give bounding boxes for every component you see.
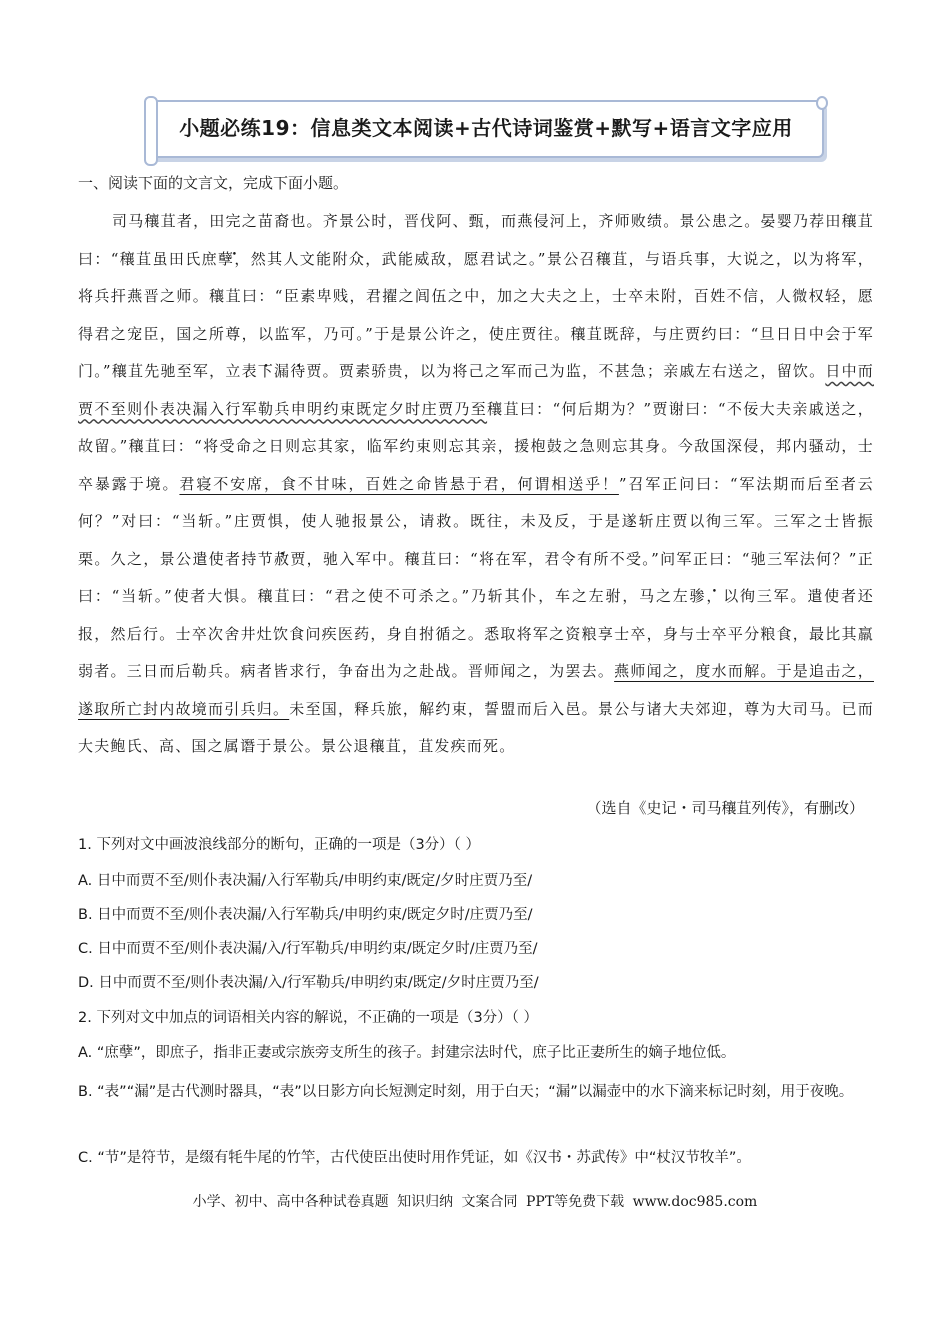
dotted-term-jie: • 节 xyxy=(258,550,274,568)
page-title: 小题必练19：信息类文本阅读+古代诗词鉴赏+默写+语言文字应用 xyxy=(179,116,793,140)
question-2-option-b: B. “表”“漏”是古代测时器具，“表”以日影方向长短测定时刻，用于白天；“漏”以漏壶中的水下滴来标记时刻，用于夜晚。 xyxy=(78,1084,854,1100)
passage-text: 待贾。贾素骄贵，以为将己之军而己为监，不甚急；亲戚左右送之，留饮。 xyxy=(290,362,826,380)
question-1-option-c: C. 日中而贾不至/则仆表决漏/入/行军勒兵/申明约束/既定夕时/庄贾乃至/ xyxy=(78,941,538,957)
passage-text: 未至国，释兵旅，解约束，誓盟而后入邑。景公与诸大夫郊迎，尊为大司马。已而大夫鲍氏、高、国之属谮于景公。景公退穰苴，苴发疾而死。 xyxy=(78,699,874,755)
passage-text: ”召军正问曰：“军法期而后至者云何？”对曰：“当斩。”庄贾惧，使人驰报景公，请救。既往，未及反，于是遂斩庄贾以徇三军。三军之士皆振栗。久之，景公遣使者持 xyxy=(78,474,874,568)
underlined-sentence-2: 燕师闻之，度水而解。于是追击之，遂取所亡封内故境而引兵归。 xyxy=(78,662,874,718)
question-1-option-b: B. 日中而贾不至/则仆表决漏/入行军勒兵/申明约束/既定夕时/庄贾乃至/ xyxy=(78,907,533,923)
passage-text: 司马穰苴者，田完之苗裔也。齐景公时，晋伐阿、甄，而燕侵河上，齐师败绩。景公患之。晏婴乃荐田穰苴曰：“穰苴虽田氏 xyxy=(78,212,874,268)
question-2-option-a: A. “庶孽”，即庶子，指非正妻或宗族旁支所生的孩子。封建宗法时代，庶子比正妻所生的嫡子地位低。 xyxy=(78,1045,736,1061)
passage-text: 穰苴曰：“何后期为？”贾谢曰：“不佞大夫亲戚送之，故留。”穰苴曰：“将受命之日则忘其家，临军约束则忘其亲，援枹鼓之急则忘其身。今敌国深侵，邦内骚动，士卒暴露于境。 xyxy=(78,399,874,493)
page-footer: 小学、初中、高中各种试卷真题 知识归纳 文案合同 PPT等免费下载 www.doc985.com xyxy=(192,1194,758,1210)
question-1-option-d: D. 日中而贾不至/则仆表决漏/入/行军勒兵/申明约束/既定/夕时庄贾乃至/ xyxy=(78,975,539,991)
passage-source: （选自《史记・司马穰苴列传》，有删改） xyxy=(586,799,864,817)
scroll-curl-right xyxy=(816,96,828,110)
question-2-stem: 2. 下列对文中加点的词语相关内容的解说，不正确的一项是（3分）（ ） xyxy=(78,1010,539,1026)
question-2-option-c: C. “节”是符节，是缀有牦牛尾的竹竿，古代使臣出使时用作凭证，如《汉书・苏武传》中“杖汉节牧羊”。 xyxy=(78,1150,751,1166)
passage-text: 下 xyxy=(257,362,274,380)
question-1-stem: 1. 下列对文中画波浪线部分的断句，正确的一项是（3分）（ ） xyxy=(78,837,481,853)
dotted-term-lou: • 漏 xyxy=(274,362,290,380)
title-banner xyxy=(148,100,824,158)
classical-passage xyxy=(78,203,874,766)
section-heading: 一、阅读下面的文言文，完成下面小题。 xyxy=(78,174,349,192)
underlined-sentence-1: 君寝不安席，食不甘味，百姓之命皆悬于君，何谓相送乎！ xyxy=(179,474,619,493)
passage-text: 赦贾，驰入军中。穰苴曰：“将在军，君令有所不受。”问军正曰：“驰三军法何？”正曰：“当斩。”使者大惧。穰苴曰：“君之使不可杀之。”乃斩其仆，车之左驸，马之左 xyxy=(78,549,875,605)
passage-text: ，然其人文能附众，武能威敌，愿君试之。”景公召穰苴，与语兵事，大说之，以为将军，将兵扞燕晋之师。穰苴曰：“臣素卑贱，君擢之闾伍之中，加之大夫之上，士卒未附，百姓不信，人微权轻，愿得君之宠臣，国之所尊，以监军，乃可。”于是景公许之，使庄贾往。穰苴既辞，与庄贾约曰：“旦日日中会于军门。”穰苴先驰至军，立 xyxy=(78,249,874,380)
question-1-option-a: A. 日中而贾不至/则仆表决漏/入行军勒兵/申明约束/既定/夕时庄贾乃至/ xyxy=(78,873,533,889)
passage-paragraph xyxy=(78,203,874,766)
wavy-underlined-sentence: 日中而贾不至则仆表决漏入行军勒兵申明约束既定夕时庄贾乃至 xyxy=(78,362,874,418)
dotted-term-shunie: • 庶孽 xyxy=(202,250,235,268)
dotted-term-biao: • 表 xyxy=(242,362,258,380)
dotted-term-can: • 骖 xyxy=(690,587,707,605)
passage-text: ，以徇三军。遣使者还报，然后行。士卒次舍井灶饮食问疾医药，身自拊循之。悉取将军之资粮享士卒，身与士卒平分粮食，最比其羸弱者。三日而后勒兵。病者皆求行，争奋出为之赴战。晋师闻之，为罢去。 xyxy=(78,587,874,680)
